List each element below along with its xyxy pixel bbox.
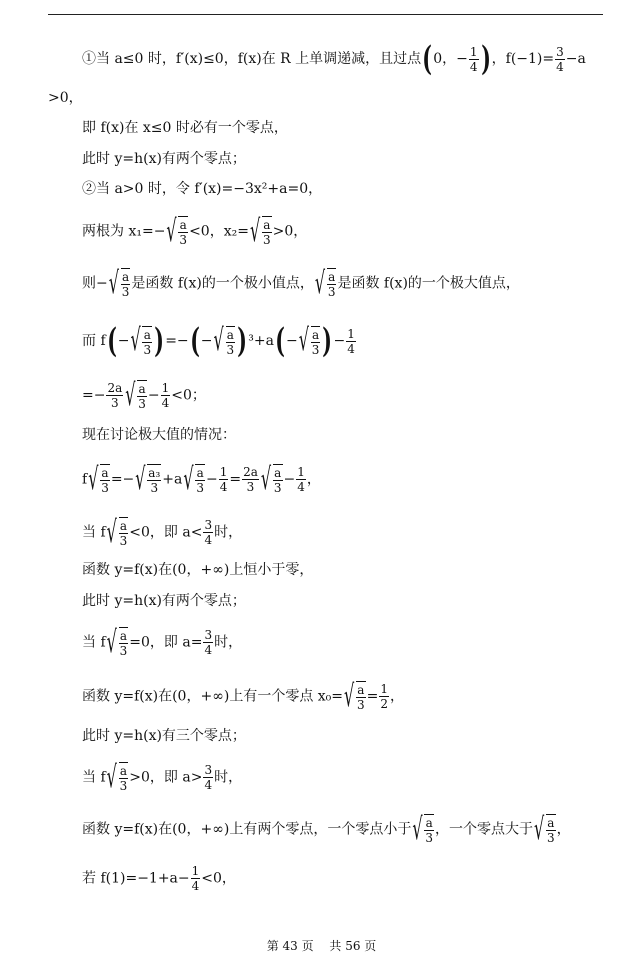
line-11: 当 f √ $\frac{a}{3}$ <0，即 a< $\frac{3}{4}$ 时， xyxy=(82,517,242,548)
line-16: 此时 y=h(x)有三个零点； xyxy=(82,728,246,744)
line-8: =− $\frac{2a}{3}$ √ $\frac{a}{3}$ − $\frac{1}{4}$ <0； xyxy=(82,380,206,411)
line-14: 当 f √ $\frac{a}{3}$ =0，即 a= $\frac{3}{4}$ 时， xyxy=(82,627,242,658)
line-12: 函数 y=f(x)在(0，+∞)上恒小于零， xyxy=(82,562,314,578)
line-4: ②当 a>0 时，令 f′(x)=−3x²+a=0， xyxy=(82,181,323,197)
line-2: 即 f(x)在 x≤0 时必有一个零点， xyxy=(82,120,288,136)
line-19: 若 f(1)=−1+a− $\frac{1}{4}$ <0， xyxy=(82,864,236,893)
line-13: 此时 y=h(x)有两个零点； xyxy=(82,593,246,609)
header-rule xyxy=(48,14,603,15)
line-5: 两根为 x₁=− √ $\frac{a}{3}$ <0，x₂= √ $\frac{a}{3}$ >0， xyxy=(82,216,307,247)
page-footer: 第 43 页 共 56 页 xyxy=(266,939,377,953)
line-1b: >0， xyxy=(48,90,83,106)
line-7: 而 f(− √ $\frac{a}{3}$ )=−(− √ $\frac{a}{3}$ )³+a(− √ $\frac{a}{3}$ )− $\frac{1}{4}$ xyxy=(82,324,357,358)
line-17: 当 f √ $\frac{a}{3}$ >0，即 a> $\frac{3}{4}$ 时， xyxy=(82,762,242,793)
line-15: 函数 y=f(x)在(0，+∞)上有一个零点 x₀= √ $\frac{a}{3}$ = $\frac{1}{2}$ ， xyxy=(82,681,404,712)
line-3: 此时 y=h(x)有两个零点； xyxy=(82,151,246,167)
line-10: f √ $\frac{a}{3}$ =− √ $\frac{\text{a₃}}{3}$ +a √ $\frac{a}{3}$ − $\frac{1}{4}$ = $\frac{2a}{3}$ √ $\frac{a}{3}$ − $\frac{1}{4}$ ， xyxy=(82,464,321,495)
line-1: ①当 a≤0 时，f′(x)≤0，f(x)在 R 上单调递减，且过点(0，− $\frac{1}{4}$ )，f(−1)= $\frac{3}{4}$ −a xyxy=(82,39,586,79)
line-9: 现在讨论极大值的情况： xyxy=(82,427,236,443)
line-18: 函数 y=f(x)在(0，+∞)上有两个零点，一个零点小于 √ $\frac{a}{3}$ ，一个零点大于 √ $\frac{a}{3}$ ， xyxy=(82,814,571,845)
line-6: 则− √ $\frac{a}{3}$ 是函数 f(x)的一个极小值点， √ $\frac{a}{3}$ 是函数 f(x)的一个极大值点， xyxy=(82,268,520,299)
